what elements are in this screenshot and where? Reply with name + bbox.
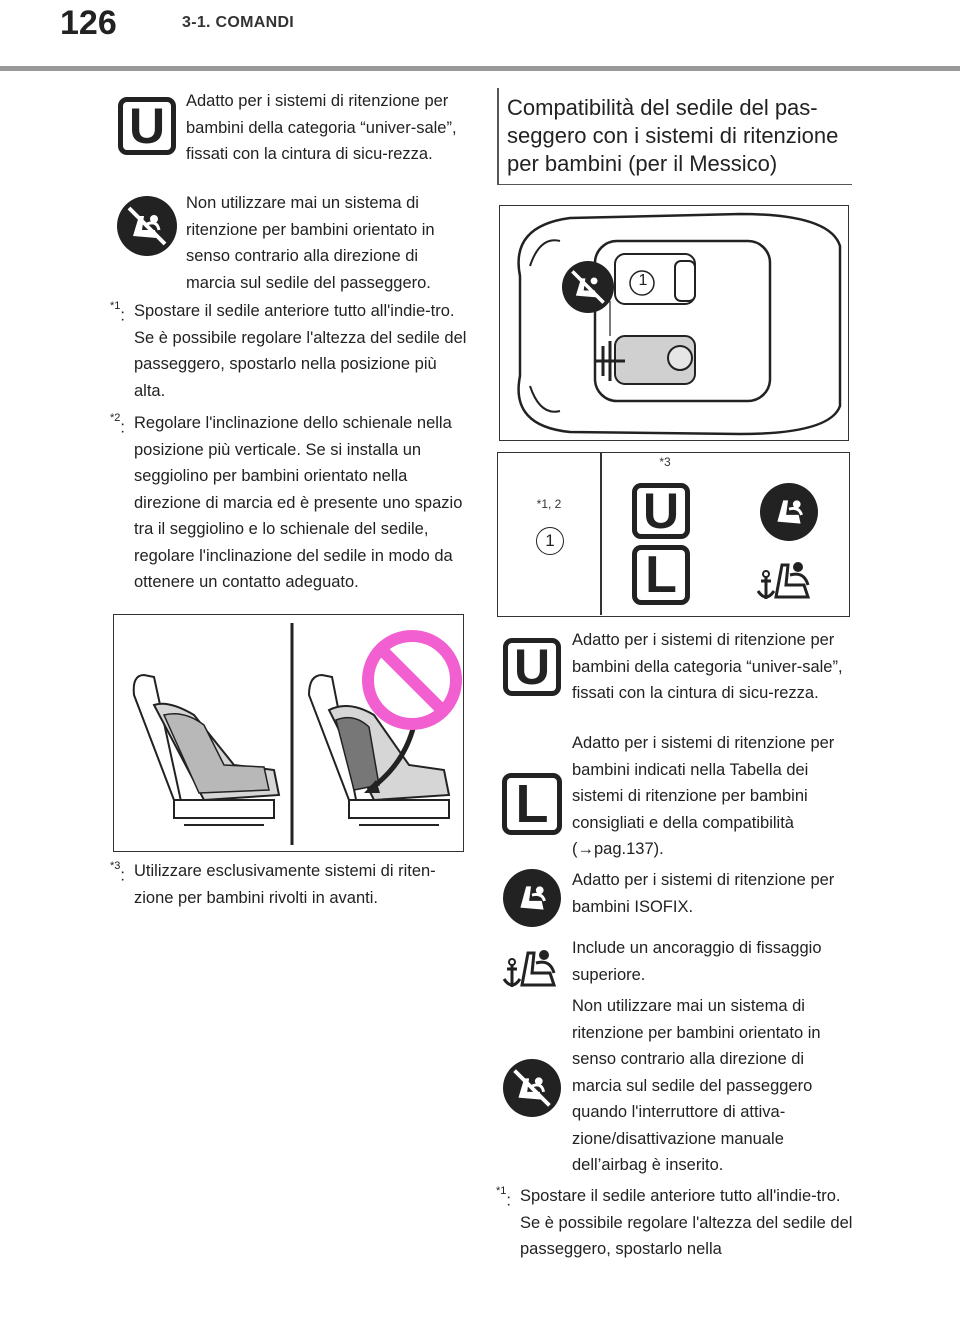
- no-seat-description: Non utilizzare mai un sistema di ritenzione per bambini orientato in senso contrario alla direzione di marcia sul sedile del passeggero.: [186, 194, 435, 292]
- universal-u-icon: U: [503, 638, 561, 696]
- footnote-text: Utilizzare esclusivamente sistemi di riten-zione per bambini rivolti in avanti.: [134, 862, 436, 907]
- seat-number-badge: 1: [536, 527, 564, 555]
- table-note-left: *1, 2: [536, 497, 562, 511]
- table-note-right: *3: [659, 455, 671, 469]
- no-rear-facing-seat-icon: [117, 196, 177, 256]
- seat-correct-illustration: [134, 675, 279, 825]
- compatibility-table: [497, 452, 850, 617]
- car-top-view-figure: [499, 205, 849, 441]
- footnote-text: Spostare il sedile anteriore tutto all'indie-tro. Se è possibile regolare l'altezza del sedile del passeggero, spostarlo nella posizione più alta.: [134, 302, 467, 400]
- top-tether-anchor-icon: [500, 935, 566, 993]
- table-divider: [600, 453, 602, 615]
- prohibited-sign-icon: [368, 636, 456, 724]
- legend-no-seat-description: Non utilizzare mai un sistema di ritenzione per bambini orientato in senso contrario alla direzione di marcia sul sedile del passeggero quando l'interruttore di attiva-zione/disattivazione manuale dell’airbag è inserito.: [572, 997, 821, 1174]
- footnote-mark: *3: [110, 860, 121, 872]
- legend-u-description: Adatto per i sistemi di ritenzione per bambini della categoria “univer-sale”, fissati con la cintura di sicu-rezza.: [572, 631, 843, 702]
- page-number: 126: [60, 4, 117, 42]
- no-rear-facing-seat-icon: [503, 1059, 561, 1117]
- top-tether-anchor-icon: [754, 547, 820, 605]
- seat-number-label: 1: [638, 272, 648, 289]
- legend-anchor-description: Include un ancoraggio di fissaggio superiore.: [572, 939, 822, 984]
- footnote-colon: :: [120, 418, 125, 437]
- l-category-icon: L: [632, 545, 690, 605]
- footnote-1-right: [496, 1183, 856, 1263]
- footnote-colon: :: [120, 306, 125, 325]
- universal-u-icon: U: [632, 483, 690, 539]
- legend-l-description: Adatto per i sistemi di ritenzione per bambini indicati nella Tabella dei sistemi di ritenzione per bambini consigliati e della compatibilità (→pag.137).: [572, 734, 835, 858]
- no-rear-facing-seat-icon: [562, 261, 614, 313]
- isofix-seat-icon: [760, 483, 818, 541]
- footnote-mark: *1: [496, 1185, 507, 1197]
- l-category-icon: L: [502, 773, 562, 835]
- footnote-3: [110, 858, 470, 911]
- footnote-2: [110, 410, 470, 596]
- footnote-mark: *2: [110, 412, 121, 424]
- legend-isofix-description: Adatto per i sistemi di ritenzione per bambini ISOFIX.: [572, 871, 835, 916]
- footnote-1: [110, 298, 470, 404]
- footnote-colon: :: [120, 866, 125, 885]
- header-divider: [0, 66, 960, 71]
- section-title: 3-1. COMANDI: [182, 14, 295, 31]
- footnote-text: Regolare l'inclinazione dello schienale nella posizione più verticale. Se si installa un seggiolino per bambini orientato nella direzione di marcia ed è presente uno spazio tra il seggiolino e lo schienale del sedile, regolare l'inclinazione del sedile in modo da ottenere un contatto adeguato.: [134, 414, 463, 591]
- section-heading: Compatibilità del sedile del pas-seggero con i sistemi di ritenzione per bambini (per il Messico): [507, 95, 839, 176]
- u-description: Adatto per i sistemi di ritenzione per bambini della categoria “univer-sale”, fissati con la cintura di sicu-rezza.: [186, 92, 457, 163]
- isofix-seat-icon: [503, 869, 561, 927]
- footnote-text: Spostare il sedile anteriore tutto all'indie-tro. Se è possibile regolare l'altezza del sedile del passeggero, spostarlo nella: [520, 1187, 853, 1258]
- seat-recline-figure: [113, 614, 464, 852]
- footnote-mark: *1: [110, 300, 121, 312]
- universal-u-icon: U: [118, 97, 176, 155]
- footnote-colon: :: [506, 1191, 511, 1210]
